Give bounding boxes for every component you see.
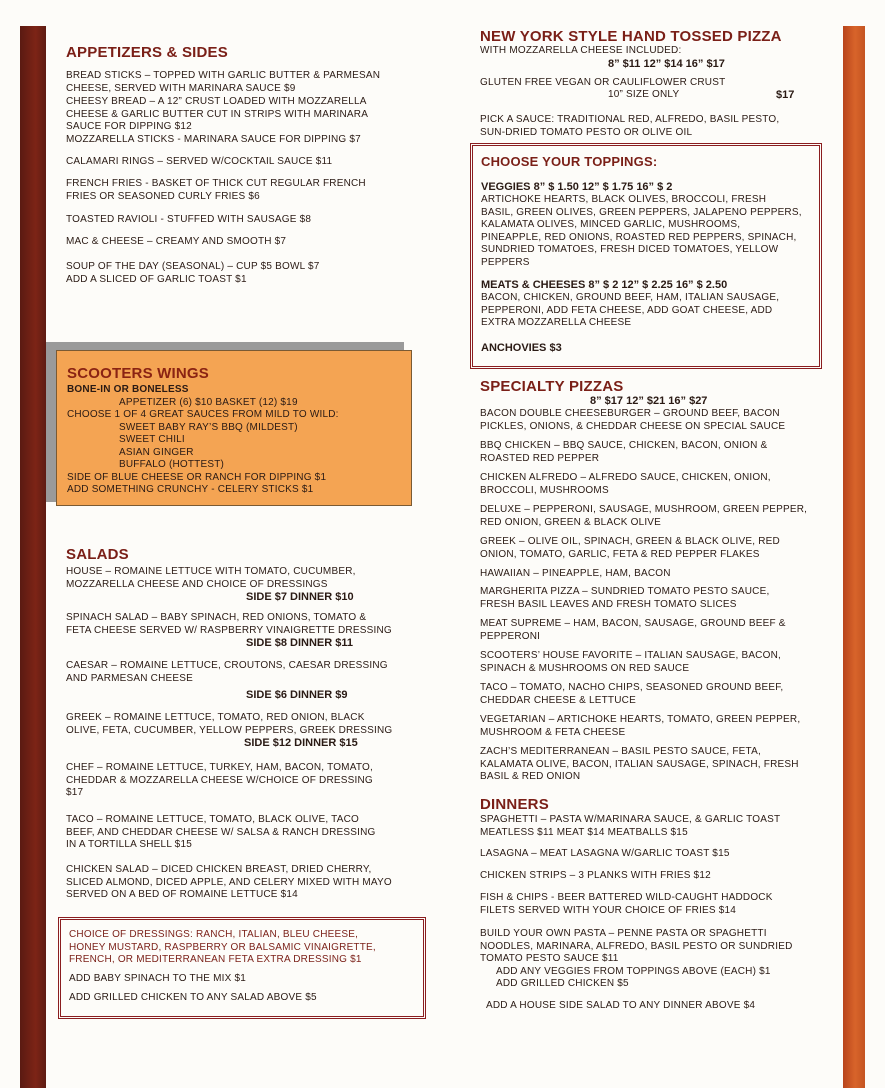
left-decorative-bar <box>20 26 46 1088</box>
sauce-item: ASIAN GINGER <box>119 446 194 458</box>
item-line: SPINACH & MUSHROOMS ON RED SAUCE <box>480 662 690 674</box>
item-line: TACO – TOMATO, NACHO CHIPS, SEASONED GROUND BEEF, <box>480 682 784 693</box>
item-line: DELUXE – PEPPERONI, SAUSAGE, MUSHROOM, GREEN PEPPER, <box>480 504 808 515</box>
item-price: SIDE $7 DINNER $10 <box>246 591 354 603</box>
menu-item-greek-salad <box>66 712 418 750</box>
item-line: TOMATO PESTO SAUCE $11 <box>480 953 619 964</box>
item-line: ADD A HOUSE SIDE SALAD TO ANY DINNER ABOVE $4 <box>486 1000 756 1011</box>
topping-line: BASIL, GREEN OLIVES, GREEN PEPPERS, JALAPENO PEPPERS, <box>481 206 802 218</box>
dinners-title: DINNERS <box>480 796 549 813</box>
sauce-item: SWEET CHILI <box>119 434 185 445</box>
specialty-item <box>480 440 828 465</box>
specialty-sizes: 8” $17 12” $21 16” $27 <box>590 395 708 407</box>
wings-title: SCOOTERS WINGS <box>67 365 209 382</box>
wings-box <box>56 350 412 506</box>
pizza-gf: GLUTEN FREE VEGAN OR CAULIFLOWER CRUST <box>480 76 726 88</box>
dressings-line: CHOICE OF DRESSINGS: RANCH, ITALIAN, BLEU CHEESE, <box>69 929 359 940</box>
item-line: FILETS SERVED WITH YOUR CHOICE OF FRIES $14 <box>480 904 737 916</box>
item-line: CALAMARI RINGS – SERVED W/COCKTAIL SAUCE $11 <box>66 156 333 167</box>
sauce-item: BUFFALO (HOTTEST) <box>119 459 225 470</box>
item-line: MUSHROOM & FETA CHEESE <box>480 726 626 738</box>
item-line: MARGHERITA PIZZA – SUNDRIED TOMATO PESTO SAUCE, <box>480 586 770 597</box>
item-price: SIDE $12 DINNER $15 <box>244 737 358 749</box>
item-price: SIDE $6 DINNER $9 <box>246 689 348 701</box>
specialty-item <box>480 714 828 739</box>
item-line: MEAT SUPREME – HAM, BACON, SAUSAGE, GROUND BEEF & <box>480 618 786 629</box>
item-price: SIDE $8 DINNER $11 <box>246 637 353 649</box>
item-line: CHEESE, SERVED WITH MARINARA SAUCE $9 <box>66 82 296 94</box>
item-line: IN A TORTILLA SHELL $15 <box>66 839 192 850</box>
addon-line: ADD GRILLED CHICKEN $5 <box>496 978 629 989</box>
item-line: TOASTED RAVIOLI - STUFFED WITH SAUSAGE $8 <box>66 214 312 225</box>
dressings-line: HONEY MUSTARD, RASPBERRY OR BALSAMIC VINAIGRETTE, <box>69 941 376 953</box>
item-line: TACO – ROMAINE LETTUCE, TOMATO, BLACK OLIVE, TACO <box>66 814 360 825</box>
wings-side: SIDE OF BLUE CHEESE OR RANCH FOR DIPPING $1 <box>67 471 327 483</box>
item-line: MAC & CHEESE – CREAMY AND SMOOTH $7 <box>66 236 287 247</box>
wings-subtitle: BONE-IN OR BONELESS <box>67 384 189 395</box>
specialty-item <box>480 536 828 561</box>
pizza-mozz: WITH MOZZARELLA CHEESE INCLUDED: <box>480 45 682 56</box>
dinner-item <box>480 870 828 883</box>
item-line: CHEDDAR & MOZZARELLA CHEESE W/CHOICE OF DRESSING <box>66 774 373 786</box>
topping-line: PEPPERONI, ADD FETA CHEESE, ADD GOAT CHEESE, ADD <box>481 304 773 316</box>
salads-title: SALADS <box>66 546 129 563</box>
pizza-gf-size: 10” SIZE ONLY <box>608 89 680 100</box>
specialty-section <box>480 378 828 782</box>
item-line: FRENCH FRIES - BASKET OF THICK CUT REGULAR FRENCH <box>66 178 366 189</box>
item-line: CHICKEN ALFREDO – ALFREDO SAUCE, CHICKEN, ONION, <box>480 472 771 483</box>
item-line: CHEDDAR CHEESE & LETTUCE <box>480 694 636 706</box>
item-line: CHICKEN SALAD – DICED CHICKEN BREAST, DRIED CHERRY, <box>66 864 372 875</box>
pizza-gf-row <box>480 89 828 102</box>
item-line: BREAD STICKS – TOPPED WITH GARLIC BUTTER & PARMESAN <box>66 70 381 81</box>
menu-item-soup <box>66 261 418 286</box>
menu-item-spinach-salad <box>66 612 418 650</box>
topping-line: PEPPERS <box>481 256 530 268</box>
topping-line: KALAMATA OLIVES, MINCED GARLIC, MUSHROOMS, <box>481 219 741 230</box>
item-line: CAESAR – ROMAINE LETTUCE, CROUTONS, CAESAR DRESSING <box>66 660 388 671</box>
dinner-item <box>480 848 828 861</box>
toppings-title: CHOOSE YOUR TOPPINGS: <box>481 154 658 169</box>
item-line: RED ONION, GREEN & BLACK OLIVE <box>480 516 662 528</box>
menu-item-toasted-ravioli <box>66 214 418 227</box>
dinner-item <box>480 814 828 839</box>
topping-line: SUNDRIED TOMATOES, FRESH DICED TOMATOES, YELLOW <box>481 244 779 255</box>
item-line: OLIVE, FETA, CUCUMBER, YELLOW PEPPERS, GREEK DRESSING <box>66 724 393 736</box>
item-line: ROASTED RED PEPPER <box>480 452 600 464</box>
item-line: CHEESY BREAD – A 12” CRUST LOADED WITH MOZZARELLA <box>66 96 367 107</box>
menu-item-caesar-salad <box>66 660 418 702</box>
item-line: ADD A SLICED OF GARLIC TOAST $1 <box>66 273 247 285</box>
menu-item-french-fries <box>66 178 418 203</box>
menu-item-mac-cheese <box>66 236 418 249</box>
item-line: LASAGNA – MEAT LASAGNA W/GARLIC TOAST $15 <box>480 848 730 859</box>
topping-line: EXTRA MOZZARELLA CHEESE <box>481 317 632 328</box>
menu-item-mozzarella-sticks <box>66 134 418 147</box>
dinner-item <box>480 928 828 991</box>
item-line: BEEF, AND CHEDDAR CHEESE W/ SALSA & RANCH DRESSING <box>66 826 376 838</box>
item-line: CHEF – ROMAINE LETTUCE, TURKEY, HAM, BACON, TOMATO, <box>66 762 373 773</box>
toppings-box <box>470 143 822 369</box>
item-line: PEPPERONI <box>480 630 541 642</box>
pizza-title: NEW YORK STYLE HAND TOSSED PIZZA <box>480 28 782 45</box>
add-chicken: ADD GRILLED CHICKEN TO ANY SALAD ABOVE $5 <box>69 992 317 1003</box>
specialty-item <box>480 650 828 675</box>
item-line: FETA CHEESE SERVED W/ RASPBERRY VINAIGRETTE DRESSING <box>66 624 392 636</box>
dinner-house-salad <box>486 1000 828 1013</box>
pizza-section <box>480 28 828 139</box>
anchovies: ANCHOVIES $3 <box>481 341 562 354</box>
topping-line: BACON, CHICKEN, GROUND BEEF, HAM, ITALIAN SAUSAGE, <box>481 292 780 303</box>
wings-choose: CHOOSE 1 OF 4 GREAT SAUCES FROM MILD TO WILD: <box>67 409 339 420</box>
addon-line: ADD ANY VEGGIES FROM TOPPINGS ABOVE (EACH) $1 <box>496 965 771 977</box>
item-line: PICKLES, ONIONS, & CHEDDAR CHEESE ON SPECIAL SAUCE <box>480 420 786 432</box>
veggies-head: VEGGIES 8” $ 1.50 12” $ 1.75 16” $ 2 <box>481 181 673 193</box>
item-line: BASIL & RED ONION <box>480 771 581 782</box>
add-spinach: ADD BABY SPINACH TO THE MIX $1 <box>69 972 246 984</box>
item-line: SCOOTERS’ HOUSE FAVORITE – ITALIAN SAUSAGE, BACON, <box>480 650 781 661</box>
item-line: $17 <box>66 787 84 798</box>
specialty-item <box>480 586 828 611</box>
specialty-item <box>480 568 828 581</box>
item-line: MEATLESS $11 MEAT $14 MEATBALLS $15 <box>480 826 688 838</box>
item-line: CHICKEN STRIPS – 3 PLANKS WITH FRIES $12 <box>480 870 711 881</box>
menu-item-bread-sticks <box>66 70 418 95</box>
item-line: SPINACH SALAD – BABY SPINACH, RED ONIONS, TOMATO & <box>66 612 367 623</box>
item-line: ZACH’S MEDITERRANEAN – BASIL PESTO SAUCE, FETA, <box>480 746 761 757</box>
item-line: MOZZARELLA STICKS - MARINARA SAUCE FOR DIPPING $7 <box>66 134 361 145</box>
item-line: FRESH BASIL LEAVES AND FRESH TOMATO SLICES <box>480 598 737 610</box>
topping-line: ARTICHOKE HEARTS, BLACK OLIVES, BROCCOLI, FRESH <box>481 194 767 205</box>
item-line: VEGETARIAN – ARTICHOKE HEARTS, TOMATO, GREEN PEPPER, <box>480 714 801 725</box>
item-line: MOZZARELLA CHEESE AND CHOICE OF DRESSINGS <box>66 578 328 590</box>
item-line: BACON DOUBLE CHEESEBURGER – GROUND BEEF, BACON <box>480 408 780 419</box>
item-line: SPAGHETTI – PASTA W/MARINARA SAUCE, & GARLIC TOAST <box>480 814 781 825</box>
specialty-title: SPECIALTY PIZZAS <box>480 378 624 395</box>
specialty-item <box>480 408 828 433</box>
right-decorative-bar <box>843 26 865 1088</box>
item-line: SLICED ALMOND, DICED APPLE, AND CELERY MIXED WITH MAYO <box>66 876 392 888</box>
menu-item-chef-salad <box>66 762 418 800</box>
item-line: AND PARMESAN CHEESE <box>66 672 193 684</box>
menu-item-calamari <box>66 156 418 169</box>
item-line: FRIES OR SEASONED CURLY FRIES $6 <box>66 190 260 202</box>
item-line: BROCCOLI, MUSHROOMS <box>480 484 609 496</box>
dressings-line: FRENCH, OR MEDITERRANEAN FETA EXTRA DRESSING $1 <box>69 954 362 965</box>
appetizers-title: APPETIZERS & SIDES <box>66 44 228 61</box>
item-line: KALAMATA OLIVE, BACON, ITALIAN SAUSAGE, SPINACH, FRESH <box>480 758 799 770</box>
item-line: HAWAIIAN – PINEAPPLE, HAM, BACON <box>480 568 671 579</box>
item-line: CHEESE & GARLIC BUTTER CUT IN STRIPS WITH MARINARA <box>66 108 369 120</box>
pizza-sizes: 8” $11 12” $14 16” $17 <box>608 57 725 70</box>
wings-prices: APPETIZER (6) $10 BASKET (12) $19 <box>119 396 298 408</box>
menu-item-house-salad <box>66 566 418 604</box>
pizza-sauce: PICK A SAUCE: TRADITIONAL RED, ALFREDO, BASIL PESTO, <box>480 114 780 125</box>
dinners-section <box>480 796 828 1011</box>
item-line: SAUCE FOR DIPPING $12 <box>66 121 192 132</box>
meats-head: MEATS & CHEESES 8” $ 2 12” $ 2.25 16” $ 2.50 <box>481 279 728 291</box>
menu-item-taco-salad <box>66 814 418 852</box>
topping-line: PINEAPPLE, RED ONIONS, ROASTED RED PEPPERS, SPINACH, <box>481 231 797 243</box>
item-line: HOUSE – ROMAINE LETTUCE WITH TOMATO, CUCUMBER, <box>66 566 356 577</box>
item-line: BBQ CHICKEN – BBQ SAUCE, CHICKEN, BACON, ONION & <box>480 440 768 451</box>
item-line: BUILD YOUR OWN PASTA – PENNE PASTA OR SPAGHETTI <box>480 928 767 939</box>
salads-section <box>66 546 418 900</box>
pizza-gf-price: $17 <box>776 89 795 101</box>
dressings-box <box>58 917 426 1019</box>
item-line: FISH & CHIPS - BEER BATTERED WILD-CAUGHT HADDOCK <box>480 892 773 903</box>
dinner-item <box>480 892 828 917</box>
menu-item-cheesy-bread <box>66 96 418 134</box>
sauce-item: SWEET BABY RAY’S BBQ (MILDEST) <box>119 421 298 433</box>
item-line: GREEK – OLIVE OIL, SPINACH, GREEN & BLACK OLIVE, RED <box>480 536 780 547</box>
specialty-item <box>480 504 828 529</box>
item-line: NOODLES, MARINARA, ALFREDO, BASIL PESTO OR SUNDRIED <box>480 940 793 952</box>
menu-item-chicken-salad <box>66 864 418 902</box>
item-line: SOUP OF THE DAY (SEASONAL) – CUP $5 BOWL $7 <box>66 261 320 272</box>
item-line: SERVED ON A BED OF ROMAINE LETTUCE $14 <box>66 889 298 900</box>
specialty-item <box>480 618 828 643</box>
specialty-item <box>480 746 828 784</box>
item-line: GREEK – ROMAINE LETTUCE, TOMATO, RED ONION, BLACK <box>66 712 365 723</box>
item-line: ONION, TOMATO, GARLIC, FETA & RED PEPPER FLAKES <box>480 548 760 560</box>
specialty-item <box>480 472 828 497</box>
pizza-sauce: SUN-DRIED TOMATO PESTO OR OLIVE OIL <box>480 126 693 138</box>
wings-celery: ADD SOMETHING CRUNCHY - CELERY STICKS $1 <box>67 484 314 495</box>
specialty-item <box>480 682 828 707</box>
